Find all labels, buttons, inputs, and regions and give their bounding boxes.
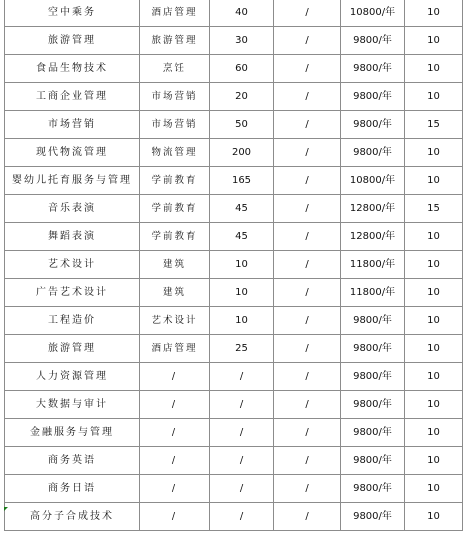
- major-cell[interactable]: 高分子合成技术: [5, 503, 140, 531]
- extra-cell[interactable]: /: [274, 391, 341, 419]
- table-row: [5, 363, 463, 391]
- tuition-cell[interactable]: 9800/年: [341, 111, 405, 139]
- accommodation-fee-cell[interactable]: 15: [405, 111, 463, 139]
- tuition-cell[interactable]: 9800/年: [341, 363, 405, 391]
- table-row: [5, 0, 463, 27]
- table-row: [5, 279, 463, 307]
- table-row: [5, 195, 463, 223]
- quota-cell[interactable]: 50: [210, 111, 274, 139]
- extra-cell[interactable]: /: [274, 307, 341, 335]
- table-row: [5, 27, 463, 55]
- major-cell[interactable]: 空中乘务: [5, 0, 140, 27]
- quota-cell[interactable]: 20: [210, 83, 274, 111]
- tuition-cell[interactable]: 9800/年: [341, 307, 405, 335]
- tuition-cell[interactable]: 9800/年: [341, 419, 405, 447]
- major-cell[interactable]: 现代物流管理: [5, 139, 140, 167]
- accommodation-fee-cell[interactable]: 10: [405, 279, 463, 307]
- table-row: [5, 167, 463, 195]
- accommodation-fee-cell[interactable]: 10: [405, 419, 463, 447]
- category-cell[interactable]: 学前教育: [140, 195, 210, 223]
- quota-cell[interactable]: 10: [210, 307, 274, 335]
- category-cell[interactable]: 酒店管理: [140, 0, 210, 27]
- table-row: [5, 223, 463, 251]
- accommodation-fee-cell[interactable]: 10: [405, 391, 463, 419]
- major-cell[interactable]: 舞蹈表演: [5, 223, 140, 251]
- table-row: [5, 111, 463, 139]
- category-cell[interactable]: 烹饪: [140, 55, 210, 83]
- accommodation-fee-cell[interactable]: 10: [405, 223, 463, 251]
- quota-cell[interactable]: /: [210, 419, 274, 447]
- tuition-cell[interactable]: 11800/年: [341, 251, 405, 279]
- category-cell[interactable]: 市场营销: [140, 111, 210, 139]
- category-cell[interactable]: 物流管理: [140, 139, 210, 167]
- major-cell[interactable]: 旅游管理: [5, 27, 140, 55]
- accommodation-fee-cell[interactable]: 10: [405, 83, 463, 111]
- major-cell[interactable]: 商务英语: [5, 447, 140, 475]
- category-cell[interactable]: /: [140, 503, 210, 531]
- extra-cell[interactable]: /: [274, 111, 341, 139]
- tuition-cell[interactable]: 9800/年: [341, 391, 405, 419]
- major-cell[interactable]: 音乐表演: [5, 195, 140, 223]
- tuition-cell[interactable]: 12800/年: [341, 195, 405, 223]
- table-row: [5, 251, 463, 279]
- tuition-cell[interactable]: 12800/年: [341, 223, 405, 251]
- quota-cell[interactable]: 200: [210, 139, 274, 167]
- major-cell[interactable]: 大数据与审计: [5, 391, 140, 419]
- tuition-cell[interactable]: 10800/年: [341, 167, 405, 195]
- category-cell[interactable]: 酒店管理: [140, 335, 210, 363]
- accommodation-fee-cell[interactable]: 10: [405, 0, 463, 27]
- category-cell[interactable]: /: [140, 447, 210, 475]
- extra-cell[interactable]: /: [274, 223, 341, 251]
- table-row: [5, 335, 463, 363]
- accommodation-fee-cell[interactable]: 10: [405, 139, 463, 167]
- major-cell[interactable]: 广告艺术设计: [5, 279, 140, 307]
- tuition-cell[interactable]: 9800/年: [341, 335, 405, 363]
- major-cell[interactable]: 工程造价: [5, 307, 140, 335]
- major-cell[interactable]: 旅游管理: [5, 335, 140, 363]
- tuition-cell[interactable]: 9800/年: [341, 27, 405, 55]
- quota-cell[interactable]: /: [210, 503, 274, 531]
- extra-cell[interactable]: /: [274, 83, 341, 111]
- table-row: [5, 307, 463, 335]
- quota-cell[interactable]: 165: [210, 167, 274, 195]
- major-cell[interactable]: 市场营销: [5, 111, 140, 139]
- accommodation-fee-cell[interactable]: 10: [405, 503, 463, 531]
- accommodation-fee-cell[interactable]: 10: [405, 447, 463, 475]
- major-cell[interactable]: 食品生物技术: [5, 55, 140, 83]
- category-cell[interactable]: 市场营销: [140, 83, 210, 111]
- category-cell[interactable]: 学前教育: [140, 167, 210, 195]
- table-row: [5, 447, 463, 475]
- major-cell[interactable]: 艺术设计: [5, 251, 140, 279]
- accommodation-fee-cell[interactable]: 10: [405, 251, 463, 279]
- accommodation-fee-cell[interactable]: 10: [405, 475, 463, 503]
- category-cell[interactable]: /: [140, 391, 210, 419]
- extra-cell[interactable]: /: [274, 363, 341, 391]
- category-cell[interactable]: 艺术设计: [140, 307, 210, 335]
- table-row: [5, 83, 463, 111]
- tuition-cell[interactable]: 9800/年: [341, 503, 405, 531]
- extra-cell[interactable]: /: [274, 503, 341, 531]
- quota-cell[interactable]: 45: [210, 223, 274, 251]
- major-cell[interactable]: 人力资源管理: [5, 363, 140, 391]
- extra-cell[interactable]: /: [274, 335, 341, 363]
- major-cell[interactable]: 商务日语: [5, 475, 140, 503]
- extra-cell[interactable]: /: [274, 475, 341, 503]
- tuition-cell[interactable]: 10800/年: [341, 0, 405, 27]
- quota-cell[interactable]: 40: [210, 0, 274, 27]
- accommodation-fee-cell[interactable]: 10: [405, 167, 463, 195]
- extra-cell[interactable]: /: [274, 279, 341, 307]
- accommodation-fee-cell[interactable]: 10: [405, 335, 463, 363]
- quota-cell[interactable]: /: [210, 447, 274, 475]
- quota-cell[interactable]: 60: [210, 55, 274, 83]
- tuition-cell[interactable]: 9800/年: [341, 447, 405, 475]
- category-cell[interactable]: 学前教育: [140, 223, 210, 251]
- table-row: [5, 55, 463, 83]
- tuition-cell[interactable]: 9800/年: [341, 475, 405, 503]
- extra-cell[interactable]: /: [274, 447, 341, 475]
- category-cell[interactable]: /: [140, 419, 210, 447]
- major-cell[interactable]: 婴幼儿托育服务与管理: [5, 167, 140, 195]
- quota-cell[interactable]: /: [210, 475, 274, 503]
- accommodation-fee-cell[interactable]: 15: [405, 195, 463, 223]
- table-row: [5, 391, 463, 419]
- tuition-cell[interactable]: 9800/年: [341, 83, 405, 111]
- table-row: [5, 475, 463, 503]
- category-cell[interactable]: 建筑: [140, 279, 210, 307]
- accommodation-fee-cell[interactable]: 10: [405, 27, 463, 55]
- extra-cell[interactable]: /: [274, 251, 341, 279]
- extra-cell[interactable]: /: [274, 27, 341, 55]
- category-cell[interactable]: /: [140, 475, 210, 503]
- category-cell[interactable]: 旅游管理: [140, 27, 210, 55]
- quota-cell[interactable]: 30: [210, 27, 274, 55]
- extra-cell[interactable]: /: [274, 0, 341, 27]
- quota-cell[interactable]: 25: [210, 335, 274, 363]
- accommodation-fee-cell[interactable]: 10: [405, 307, 463, 335]
- quota-cell[interactable]: 10: [210, 251, 274, 279]
- table-row: [5, 139, 463, 167]
- enrollment-table: [4, 0, 463, 531]
- table-row: [5, 503, 463, 531]
- extra-cell[interactable]: /: [274, 139, 341, 167]
- quota-cell[interactable]: 45: [210, 195, 274, 223]
- category-cell[interactable]: 建筑: [140, 251, 210, 279]
- accommodation-fee-cell[interactable]: 10: [405, 363, 463, 391]
- table-body: [5, 0, 463, 531]
- extra-cell[interactable]: /: [274, 167, 341, 195]
- major-cell[interactable]: 金融服务与管理: [5, 419, 140, 447]
- tuition-cell[interactable]: 11800/年: [341, 279, 405, 307]
- extra-cell[interactable]: /: [274, 419, 341, 447]
- tuition-cell[interactable]: 9800/年: [341, 55, 405, 83]
- accommodation-fee-cell[interactable]: 10: [405, 55, 463, 83]
- major-cell[interactable]: 工商企业管理: [5, 83, 140, 111]
- cell-comment-marker-icon: [4, 507, 8, 511]
- category-cell[interactable]: /: [140, 363, 210, 391]
- quota-cell[interactable]: 10: [210, 279, 274, 307]
- quota-cell[interactable]: /: [210, 391, 274, 419]
- table-row: [5, 419, 463, 447]
- tuition-cell[interactable]: 9800/年: [341, 139, 405, 167]
- extra-cell[interactable]: /: [274, 55, 341, 83]
- quota-cell[interactable]: /: [210, 363, 274, 391]
- extra-cell[interactable]: /: [274, 195, 341, 223]
